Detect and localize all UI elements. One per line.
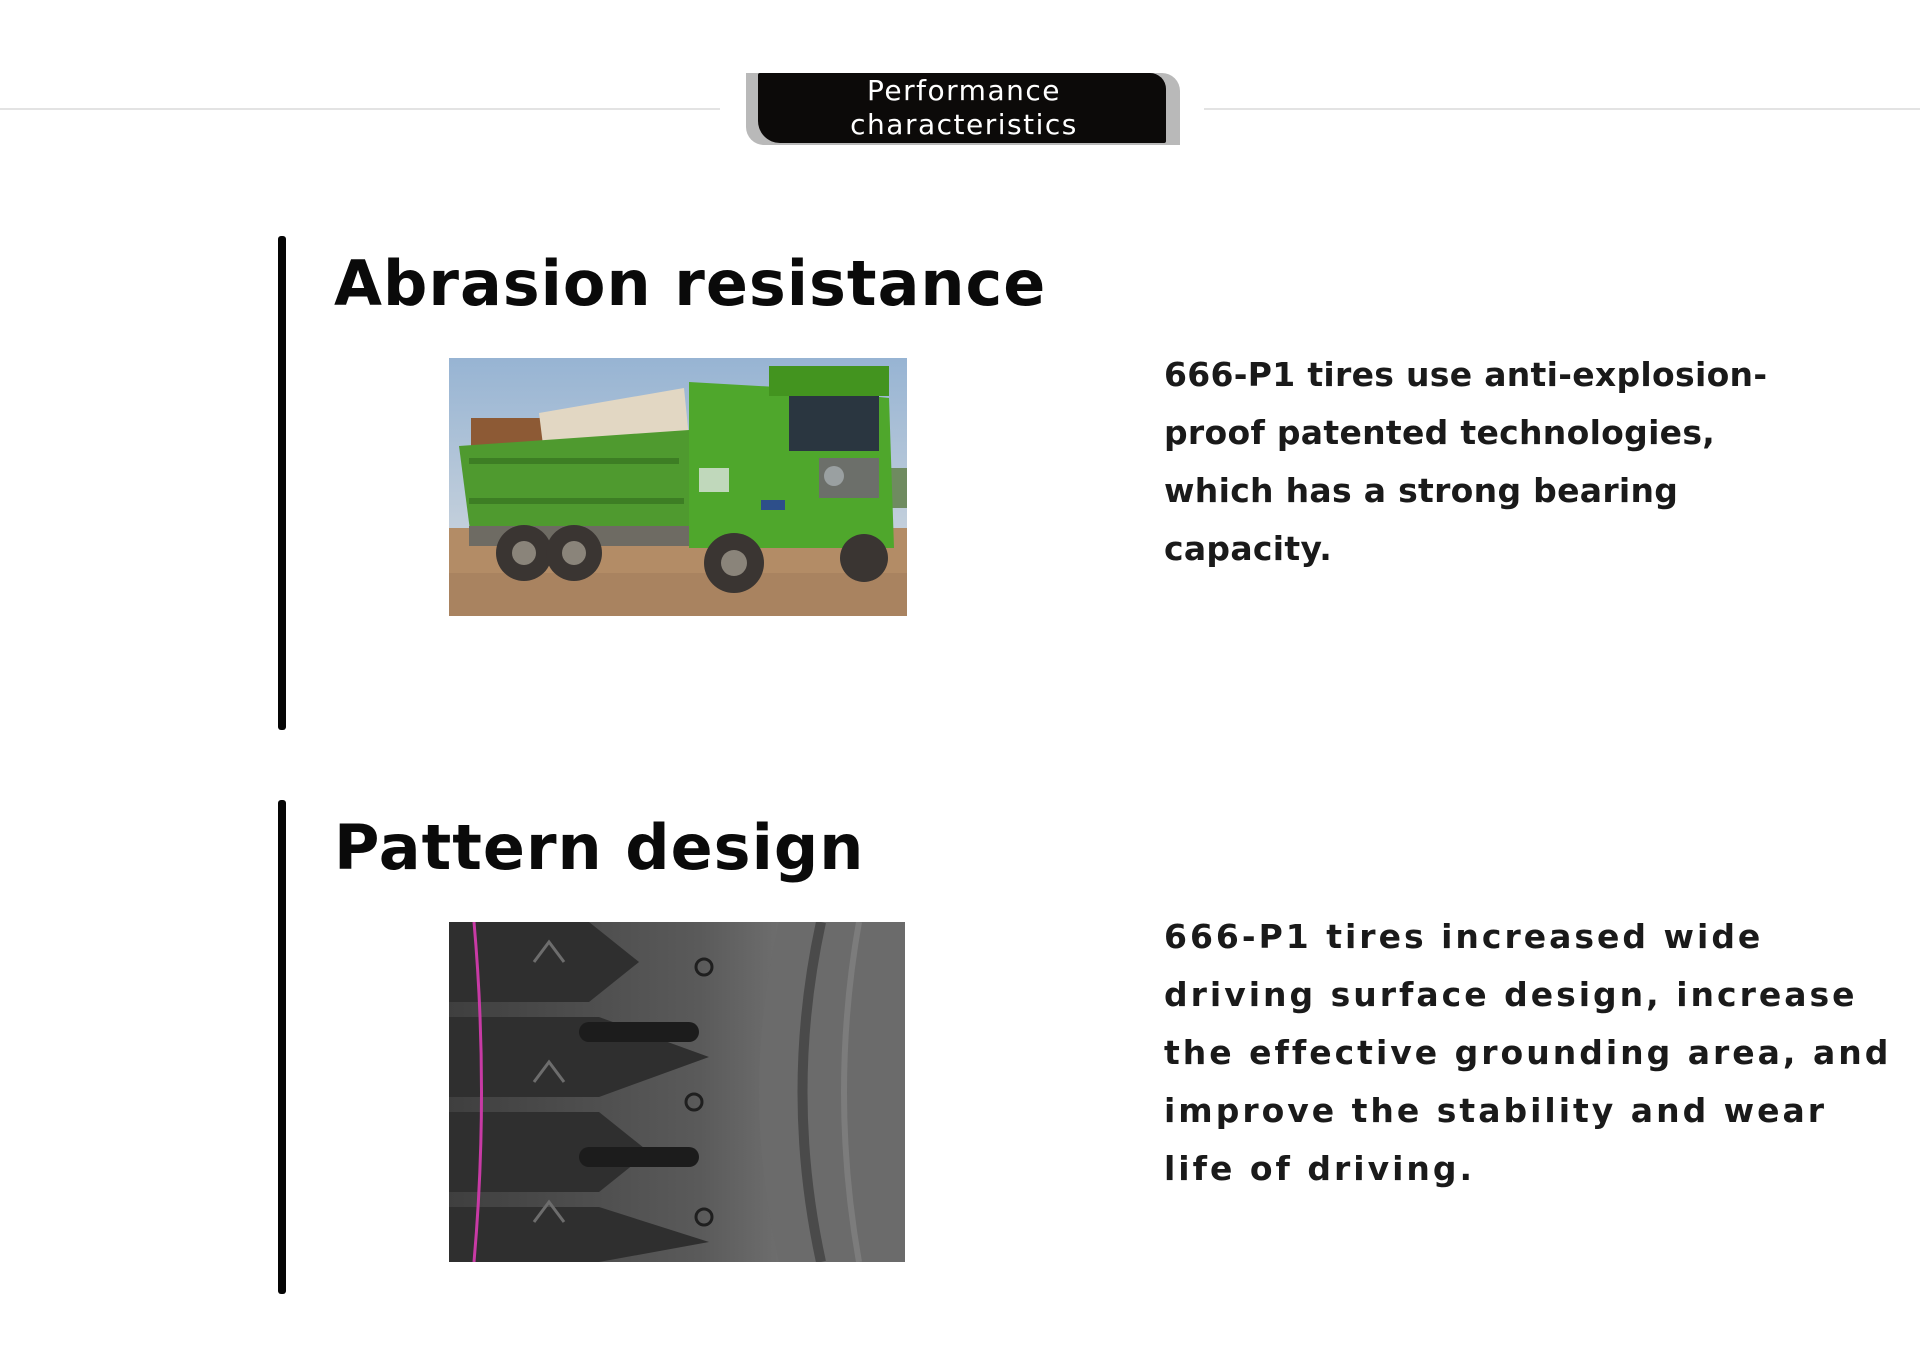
section-badge: [746, 73, 1180, 145]
section-title: Abrasion resistance: [334, 247, 1047, 320]
feature-section-abrasion: [0, 236, 1920, 730]
badge-title: [836, 73, 1092, 143]
section-description: 666-P1 tires use anti-explosion-proof patented technologies, which has a strong bearing capacity.: [1164, 355, 1768, 568]
tire-tread-photo: [449, 922, 905, 1262]
truck-photo: [449, 358, 907, 616]
header-divider-right: [1204, 108, 1920, 110]
section-accent-bar: [278, 800, 286, 1294]
badge-title-line2: characteristics: [850, 108, 1078, 141]
badge-title-line1: Performance: [867, 74, 1061, 107]
header-divider-left: [0, 108, 720, 110]
section-title: Pattern design: [334, 811, 865, 884]
feature-section-pattern: [0, 800, 1920, 1294]
section-description: 666-P1 tires increased wide driving surface design, increase the effective grounding area, and improve the stability and wear life of driving.: [1164, 917, 1892, 1188]
section-accent-bar: [278, 236, 286, 730]
